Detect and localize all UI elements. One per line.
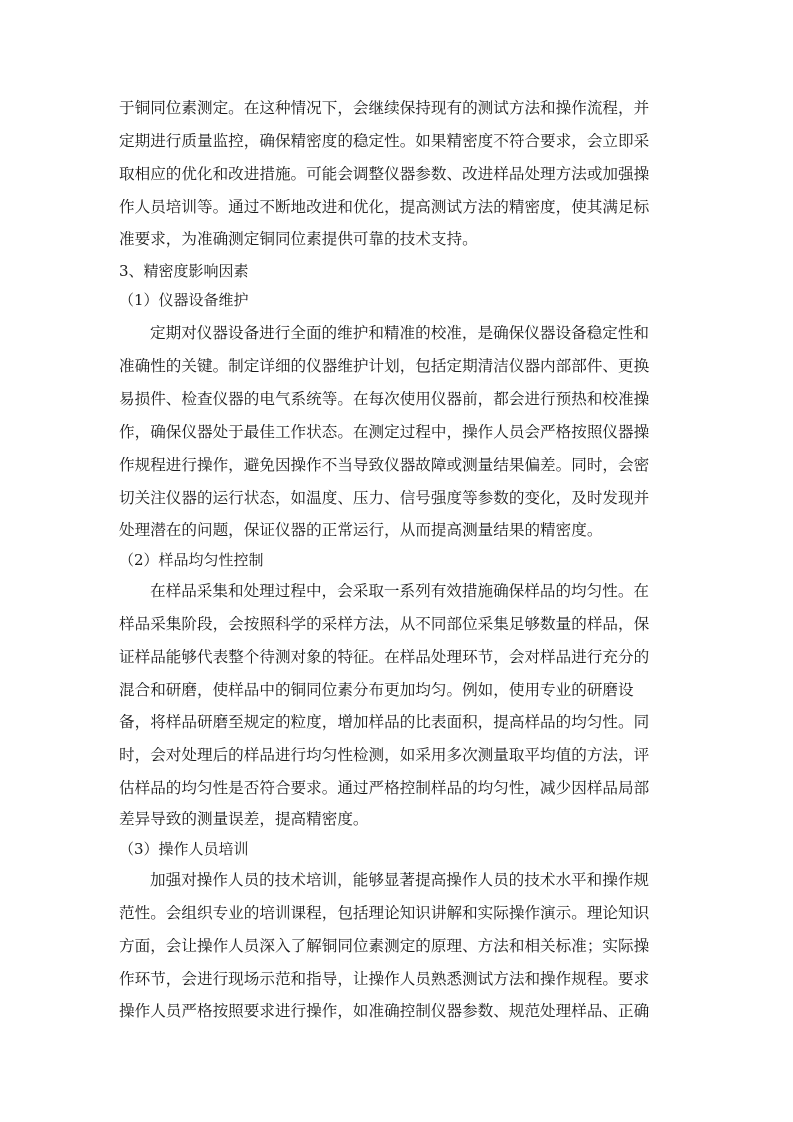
paragraph-line: 范性。会组织专业的培训课程，包括理论知识讲解和实际操作演示。理论知识 [119, 904, 650, 922]
paragraph-line: 证样品能够代表整个待测对象的特征。在样品处理环节，会对样品进行充分的 [119, 648, 650, 666]
paragraph-line: 取相应的优化和改进措施。可能会调整仪器参数、改进样品处理方法或加强操 [119, 165, 650, 183]
paragraph-line: 易损件、检查仪器的电气系统等。在每次使用仪器前，都会进行预热和校准操 [119, 390, 650, 408]
paragraph-line: 混合和研磨，使样品中的铜同位素分布更加均匀。例如，使用专业的研磨设 [119, 681, 634, 699]
paragraph-line: 作规程进行操作，避免因操作不当导致仪器故障或测量结果偏差。同时，会密 [119, 456, 650, 474]
paragraph-line: 操作人员严格按照要求进行操作，如准确控制仪器参数、规范处理样品、正确 [119, 1002, 650, 1020]
paragraph-line: 定期进行质量监控，确保精密度的稳定性。如果精密度不符合要求，会立即采 [119, 132, 650, 150]
paragraph-line: 方面，会让操作人员深入了解铜同位素测定的原理、方法和相关标准；实际操 [119, 937, 650, 955]
paragraph-line: 在样品采集和处理过程中，会采取一系列有效措施确保样品的均匀性。在 [150, 582, 650, 600]
paragraph-line: 准确性的关键。制定详细的仪器维护计划，包括定期清洁仪器内部部件、更换 [119, 357, 650, 375]
paragraph-line: 作，确保仪器处于最佳工作状态。在测定过程中，操作人员会严格按照仪器操 [119, 423, 650, 441]
subsection-heading: （1）仪器设备维护 [119, 291, 249, 309]
paragraph-line: 处理潜在的问题，保证仪器的正常运行，从而提高测量结果的精密度。 [119, 521, 603, 539]
subsection-heading: （2）样品均匀性控制 [119, 551, 264, 569]
paragraph-line: 差异导致的测量误差，提高精密度。 [119, 810, 369, 828]
paragraph-line: 加强对操作人员的技术培训，能够显著提高操作人员的技术水平和操作规 [150, 871, 650, 889]
paragraph-line: 备，将样品研磨至规定的粒度，增加样品的比表面积，提高样品的均匀性。同 [119, 713, 650, 731]
section-heading: 3、精密度影响因素 [119, 262, 249, 280]
paragraph-line: 切关注仪器的运行状态，如温度、压力、信号强度等参数的变化，及时发现并 [119, 489, 650, 507]
paragraph-line: 估样品的均匀性是否符合要求。通过严格控制样品的均匀性，减少因样品局部 [119, 779, 650, 797]
paragraph-line: 作环节，会进行现场示范和指导，让操作人员熟悉测试方法和操作规程。要求 [119, 970, 650, 988]
paragraph-line: 准要求，为准确测定铜同位素提供可靠的技术支持。 [119, 230, 478, 248]
paragraph-line: 作人员培训等。通过不断地改进和优化，提高测试方法的精密度，使其满足标 [119, 198, 650, 216]
paragraph-line: 样品采集阶段，会按照科学的采样方法，从不同部位采集足够数量的样品，保 [119, 615, 650, 633]
paragraph-line: 于铜同位素测定。在这种情况下，会继续保持现有的测试方法和操作流程，并 [119, 99, 650, 117]
paragraph-line: 时，会对处理后的样品进行均匀性检测，如采用多次测量取平均值的方法，评 [119, 746, 650, 764]
subsection-heading: （3）操作人员培训 [119, 840, 249, 858]
paragraph-line: 定期对仪器设备进行全面的维护和精准的校准，是确保仪器设备稳定性和 [150, 324, 650, 342]
